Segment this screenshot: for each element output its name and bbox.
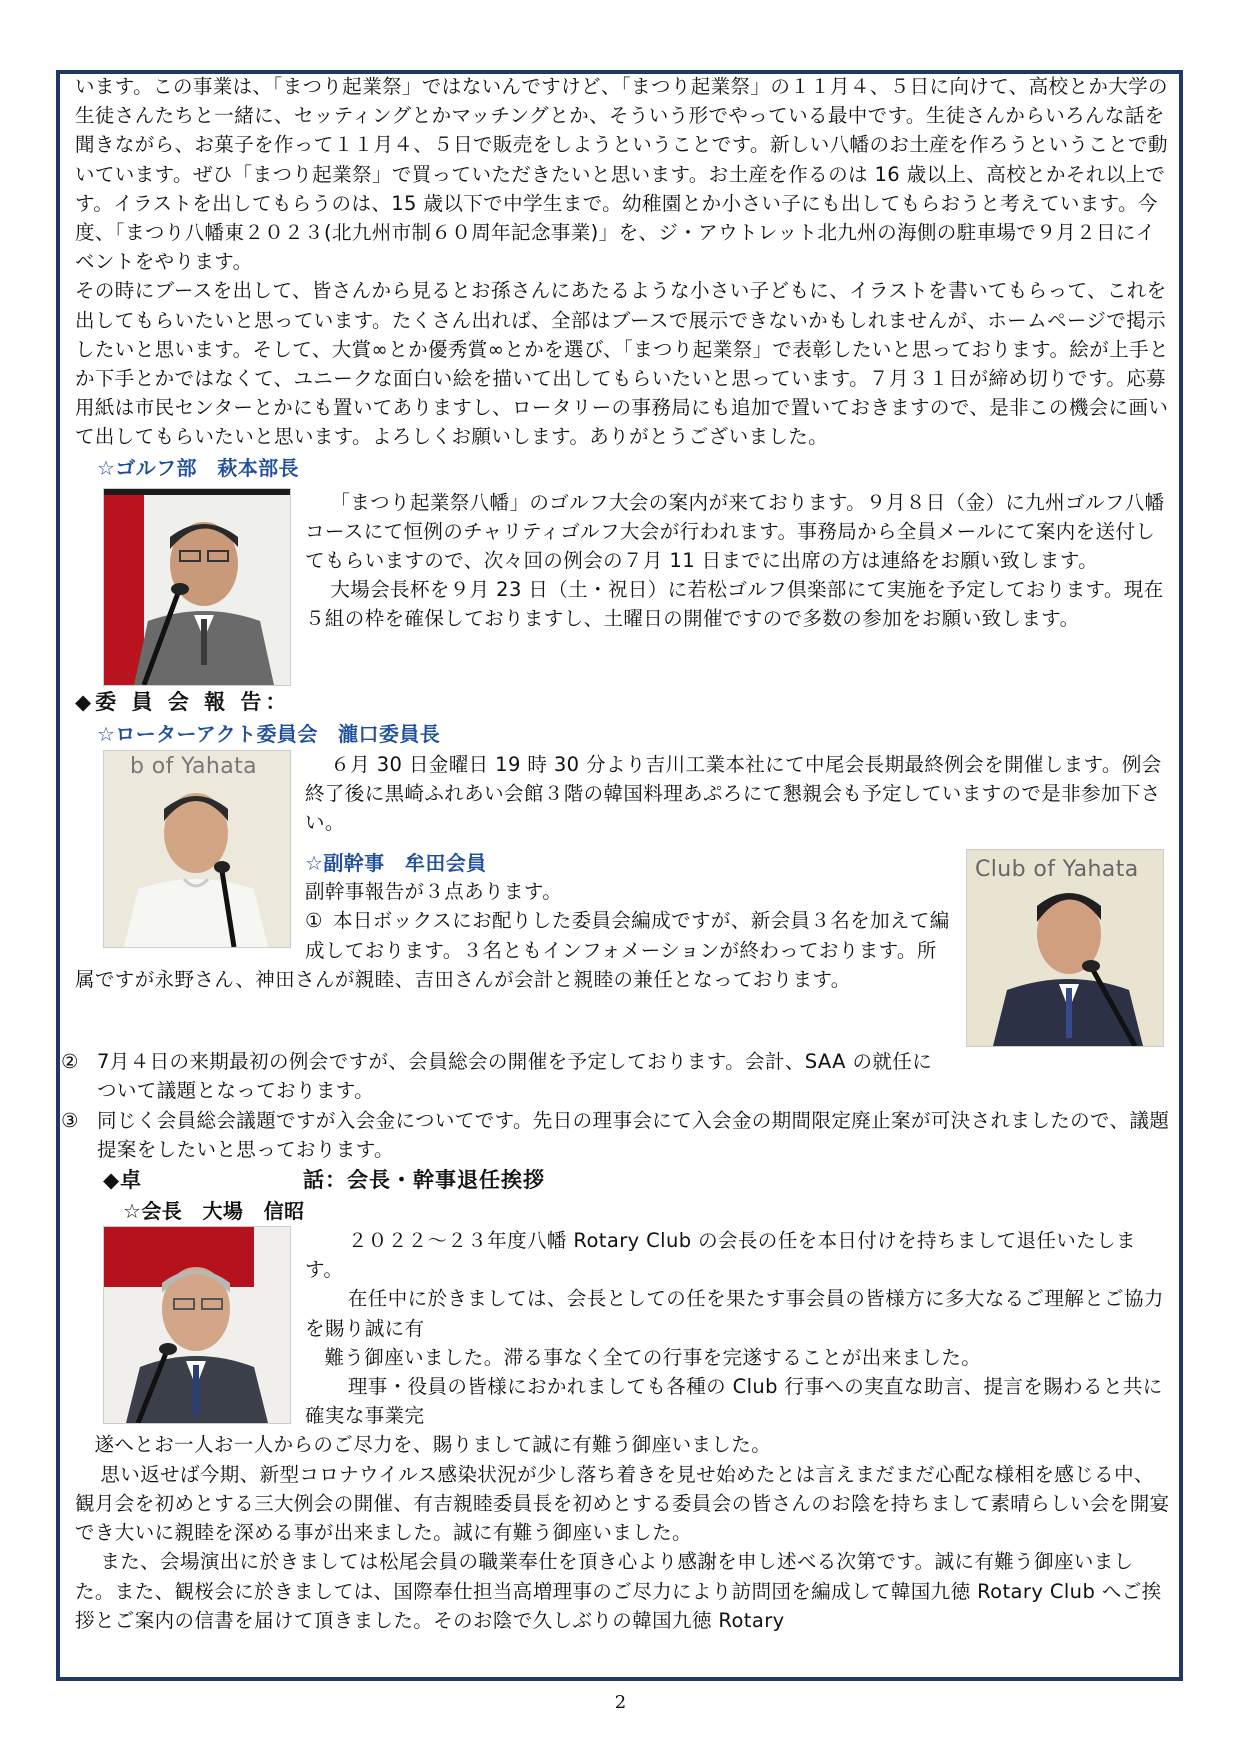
vice-secretary-heading: ☆副幹事 牟田会員 xyxy=(305,851,487,876)
photo-backdrop-text: Club of Yahata xyxy=(975,857,1139,883)
president-photo xyxy=(103,1226,291,1424)
vice-secretary-lead: 副幹事報告が３点あります。 xyxy=(305,880,563,904)
speech-paragraph-3: 難う御座いました。滞る事なく全ての行事を完遂することが出来ました。 xyxy=(324,1345,982,1369)
speech-paragraph-6: 思い返せば今期、新型コロナウイルス感染状況が少し落ち着きを見せ始めたとは言えまだまだ心配な様相を感じる中、観月会を初めとする三大例会の開催、有吉親睦委員長を初めとする委員会の皆さんのお陰を持ちまして素晴らしい会を開宴でき大いに親睦を深める事が出来ました。誠に有難う御座いました。 xyxy=(75,1462,1170,1545)
item-number: ② xyxy=(61,1050,79,1074)
item-text: 7月４日の来期最初の例会ですが、会員総会の開催を予定しております。会計、SAA の就任について議題となっております。 xyxy=(97,1050,933,1103)
page-number: 2 xyxy=(614,1692,627,1713)
photo-man-speaking-vice xyxy=(967,850,1163,1046)
speech-heading xyxy=(75,1164,1170,1196)
photo-backdrop-text: b of Yahata xyxy=(130,753,257,779)
committee-report-heading: ◆委 員 会 報 告： xyxy=(75,689,291,714)
speech-paragraph-7: また、会場演出に於きましては松尾会員の職業奉仕を頂き心より感謝を申し述べる次第です。誠に有難う御座いました。また、観桜会に於きましては、国際奉仕担当高増理事のご尽力により訪問団を編成して韓国九徳 Rotary Club へご挨拶とご案内の信書を届けて頂きました。そのお陰で久しぶりの韓国九徳 Rotary xyxy=(75,1550,1162,1632)
golf-speaker-photo xyxy=(103,488,291,686)
photo-man-speaking-golf xyxy=(104,489,290,685)
golf-paragraph-1: 「まつり起業祭八幡」のゴルフ大会の案内が来ております。９月８日（金）に九州ゴルフ八幡コースにて恒例のチャリティゴルフ大会が行われます。事務局から全員メールにて案内を送付してもらいますので、次々回の例会の７月 11 日までに出席の方は連絡をお願い致します。 xyxy=(305,490,1165,573)
speech-heading-label: ◆卓 xyxy=(103,1168,143,1193)
intro-paragraph-2: その時にブースを出して、皆さんから見るとお孫さんにあたるような小さい子どもに、イラストを書いてもらって、これを出してもらいたいと思っています。たくさん出れば、全部はブースで展示できないかもしれませんが、ホームページで掲示したいと思います。そして、大賞∞とか優秀賞∞とかを選び、「まつり起業祭」で表彰したいと思っております。絵が上手とか下手とかではなくて、ユニークな面白い絵を描いて出してもらいたいと思っています。７月３１日が締め切りです。応募用紙は市民センターとかにも置いてありますし、ロータリーの事務局にも追加で置いておきますので、是非この機会に画いて出してもらいたいと思います。よろしくお願いします。ありがとうございました。 xyxy=(75,279,1169,449)
item-number: ③ xyxy=(61,1108,79,1132)
speech-paragraph-5: 遂へとお一人お一人からのご尽力を、賜りまして誠に有難う御座いました。 xyxy=(94,1433,772,1457)
vice-item-2 xyxy=(61,1047,1170,1105)
golf-paragraph-2: 大場会長杯を９月 23 日（土・祝日）に若松ゴルフ倶楽部にて実施を予定しております。現在５組の枠を確保しておりますし、土曜日の開催ですので多数の参加をお願い致します。 xyxy=(305,578,1164,631)
photo-president-speaking xyxy=(104,1227,290,1423)
president-heading: ☆会長 大場 信昭 xyxy=(123,1199,305,1224)
vice-item-3 xyxy=(61,1106,1170,1164)
rotaract-heading: ☆ローターアクト委員会 瀧口委員長 xyxy=(97,721,441,746)
item-number: ① xyxy=(305,909,323,933)
rotaract-speaker-photo xyxy=(103,750,291,948)
speech-paragraph-4: 理事・役員の皆様におかれましても各種の Club 行事への実直な助言、提言を賜わると共に確実な事業完 xyxy=(305,1375,1163,1428)
speech-paragraph-2: 在任中に於きましては、会長としての任を果たす事会員の皆様方に多大なるご理解とご協力を賜り誠に有 xyxy=(305,1287,1164,1340)
intro-paragraph-1: います。この事業は、「まつり起業祭」ではないんですけど、「まつり起業祭」の１１月４、５日に向けて、高校とか大学の生徒さんたちと一緒に、セッティングとかマッチングとか、そういう形でやっている最中です。生徒さんからいろんな話を聞きながら、お菓子を作って１１月４、５日で販売をしようということです。新しい八幡のお土産を作ろうということで動いています。ぜひ「まつり起業祭」で買っていただきたいと思います。お土産を作るのは 16 歳以上、高校とかそれ以上です。イラストを出してもらうのは、15 歳以下で中学生まで。幼稚園とか小さい子にも出してもらおうと考えています。今度、「まつり八幡東２０２３(北九州市制６０周年記念事業)」を、ジ・アウトレット北九州の海側の駐車場で９月２日にイベントをやります。 xyxy=(75,75,1168,274)
rotaract-paragraph: ６月 30 日金曜日 19 時 30 分より吉川工業本社にて中尾会長期最終例会を開催します。例会終了後に黒崎ふれあい会館３階の韓国料理あぷろにて懇親会も予定していますので是非参加下さい。 xyxy=(305,752,1162,835)
speech-paragraph-1: ２０２２～２３年度八幡 Rotary Club の会長の任を本日付けを持ちまして退任いたします。 xyxy=(305,1229,1136,1282)
item-text: 同じく会員総会議題ですが入会金についてです。先日の理事会にて入会金の期間限定廃止案が可決されましたので、議題提案をしたいと思っております。 xyxy=(97,1108,1170,1161)
photo-man-speaking-rotaract xyxy=(104,751,290,947)
item-text: 本日ボックスにお配りした委員会編成ですが、新会員３名を加えて編成しております。３名ともインフォメーションが終わっております。所属ですが永野さん、神田さんが親睦、吉田さんが会計と親睦の兼任となっております。 xyxy=(75,909,950,991)
newsletter-content xyxy=(61,72,1170,1635)
golf-heading: ☆ゴルフ部 萩本部長 xyxy=(97,455,299,480)
vice-secretary-photo xyxy=(966,849,1164,1047)
speech-heading-title: 話：会長・幹事退任挨拶 xyxy=(303,1168,545,1193)
